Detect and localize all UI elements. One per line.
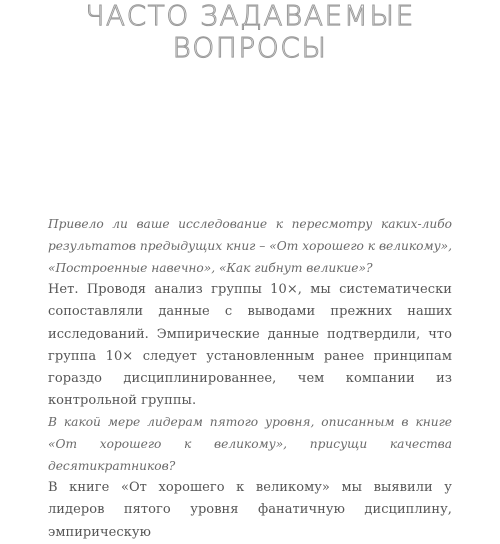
faq-item-2 bbox=[48, 411, 452, 544]
faq-question-1: Привело ли ваше исследование к пересмотру каких-либо результатов предыдущих книг – «От хорошего к великому», «Построенные навечно», «Как гибнут великие»? bbox=[48, 217, 452, 275]
faq-question-2: В какой мере лидерам пятого уровня, описанным в книге «От хорошего к великому», присущи качества десятикратников? bbox=[48, 415, 452, 473]
faq-item-1 bbox=[48, 213, 452, 413]
faq-answer-2: В книге «От хорошего к великому» мы выявили у лидеров пятого уровня фанатичную дисциплину, эмпирическую bbox=[48, 480, 452, 540]
chapter-title-line-2: ВОПРОСЫ bbox=[172, 31, 328, 64]
chapter-title-line-1: ЧАСТО ЗАДАВАЕМЫЕ bbox=[85, 0, 415, 32]
faq-answer-1: Нет. Проводя анализ группы 10×, мы систематически сопоставляли данные с выводами прежних наших исследований. Эмпирические данные подтвердили, что группа 10× следует установленным ранее принципам гораздо дисциплинированнее, чем компании из контрольной группы. bbox=[48, 282, 452, 409]
chapter-title bbox=[0, 0, 500, 64]
